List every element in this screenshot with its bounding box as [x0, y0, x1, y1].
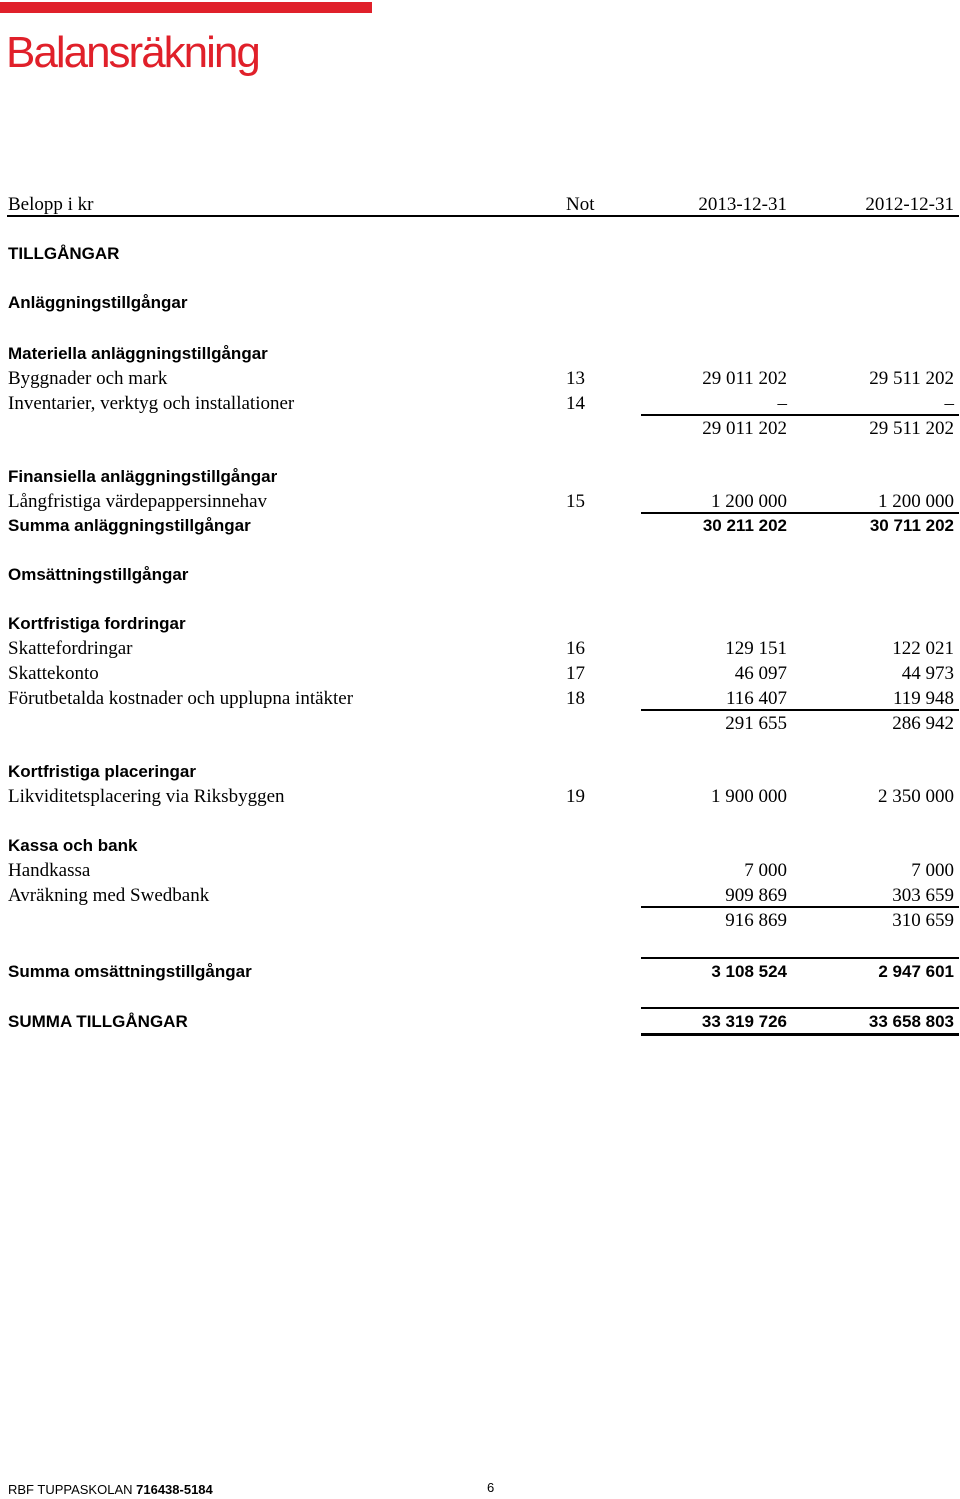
row-label: Byggnader och mark [8, 368, 168, 389]
subsection-heading [0, 612, 960, 636]
sum-line [641, 709, 959, 711]
table-row [0, 637, 960, 661]
row-value-2012: 303 659 [892, 885, 954, 906]
header-divider [7, 215, 959, 217]
footer-organization [8, 1482, 213, 1497]
row-value-2013: – [777, 393, 787, 414]
row-value-2013: 33 319 726 [701, 1012, 787, 1031]
sum-line [641, 906, 959, 908]
row-label: Långfristiga värdepappersinnehav [8, 491, 268, 512]
double-underline [641, 1033, 959, 1036]
row-label: SUMMA TILLGÅNGAR [8, 1012, 188, 1031]
row-value-2012: 7 000 [911, 860, 954, 881]
row-value-2013: 3 108 524 [711, 962, 787, 981]
footer-org-number: 716438-5184 [136, 1482, 213, 1497]
header-label: Belopp i kr [8, 194, 94, 215]
row-value-2012: 44 973 [901, 663, 954, 684]
row-value-2012: 29 511 202 [869, 418, 954, 439]
table-row [0, 662, 960, 686]
row-label: Kortfristiga fordringar [8, 614, 186, 633]
row-value-2012: 30 711 202 [869, 516, 954, 535]
row-label: Handkassa [8, 860, 91, 881]
row-value-2012: 1 200 000 [878, 491, 954, 512]
subtotal-row [0, 909, 960, 933]
subsection-heading [0, 834, 960, 858]
table-row [0, 367, 960, 391]
table-row [0, 884, 960, 908]
row-value-2013: 291 655 [725, 713, 787, 734]
row-value-2013: 909 869 [725, 885, 787, 906]
row-label: Finansiella anläggningstillgångar [8, 467, 278, 486]
row-value-2012: 2 350 000 [878, 786, 954, 807]
table-row [0, 490, 960, 514]
subtotal-row [0, 417, 960, 441]
header-col2: 2012-12-31 [865, 194, 954, 215]
row-label: Kassa och bank [8, 836, 138, 855]
subtotal-row [0, 712, 960, 736]
row-note: 15 [566, 491, 585, 512]
row-label: Förutbetalda kostnader och upplupna intäkter [8, 688, 354, 709]
section-heading [0, 563, 960, 587]
total-row [0, 514, 960, 538]
subsection-heading [0, 760, 960, 784]
row-value-2012: 122 021 [892, 638, 954, 659]
row-note: 19 [566, 786, 585, 807]
subsection-heading [0, 342, 960, 366]
header-col1: 2013-12-31 [698, 194, 787, 215]
row-label: Skattekonto [8, 663, 99, 684]
row-label: Anläggningstillgångar [8, 293, 188, 312]
row-value-2012: 310 659 [892, 910, 954, 931]
row-note: 17 [566, 663, 585, 684]
row-value-2013: 1 900 000 [711, 786, 787, 807]
row-note: 16 [566, 638, 585, 659]
row-label: Kortfristiga placeringar [8, 762, 196, 781]
row-value-2012: 33 658 803 [868, 1012, 954, 1031]
table-row [0, 392, 960, 416]
page-title: Balansräkning [6, 28, 259, 77]
sum-line [641, 414, 959, 416]
row-value-2013: 129 151 [725, 638, 787, 659]
row-label: Materiella anläggningstillgångar [8, 344, 268, 363]
row-label: Omsättningstillgångar [8, 565, 189, 584]
row-value-2013: 46 097 [734, 663, 787, 684]
total-row [0, 960, 960, 984]
row-label: Skattefordringar [8, 638, 133, 659]
row-label: Likviditetsplacering via Riksbyggen [8, 786, 285, 807]
row-note: 14 [566, 393, 585, 414]
section-heading [0, 291, 960, 315]
table-row [0, 785, 960, 809]
row-note: 18 [566, 688, 585, 709]
sum-line [641, 957, 959, 959]
row-label: TILLGÅNGAR [8, 244, 120, 263]
table-row [0, 687, 960, 711]
table-header [0, 193, 960, 217]
row-value-2013: 29 011 202 [702, 418, 787, 439]
red-accent-bar [0, 2, 372, 13]
row-label: Avräkning med Swedbank [8, 885, 210, 906]
row-value-2013: 116 407 [725, 688, 787, 709]
table-row [0, 859, 960, 883]
page-number: 6 [487, 1480, 495, 1495]
row-value-2012: 286 942 [892, 713, 954, 734]
header-note: Not [566, 194, 595, 215]
subsection-heading [0, 465, 960, 489]
row-value-2012: – [944, 393, 954, 414]
row-value-2013: 916 869 [725, 910, 787, 931]
row-label: Summa omsättningstillgångar [8, 962, 252, 981]
section-heading [0, 242, 960, 266]
row-value-2013: 1 200 000 [711, 491, 787, 512]
row-label: Inventarier, verktyg och installationer [8, 393, 295, 414]
grand-total-row [0, 1010, 960, 1034]
row-note: 13 [566, 368, 585, 389]
row-value-2013: 7 000 [744, 860, 787, 881]
row-value-2012: 2 947 601 [878, 962, 954, 981]
row-value-2012: 29 511 202 [869, 368, 954, 389]
row-value-2013: 29 011 202 [702, 368, 787, 389]
row-value-2012: 119 948 [892, 688, 954, 709]
sum-line [641, 1007, 959, 1009]
footer-org-name: RBF TUPPASKOLAN [8, 1482, 133, 1497]
row-value-2013: 30 211 202 [702, 516, 787, 535]
row-label: Summa anläggningstillgångar [8, 516, 251, 535]
